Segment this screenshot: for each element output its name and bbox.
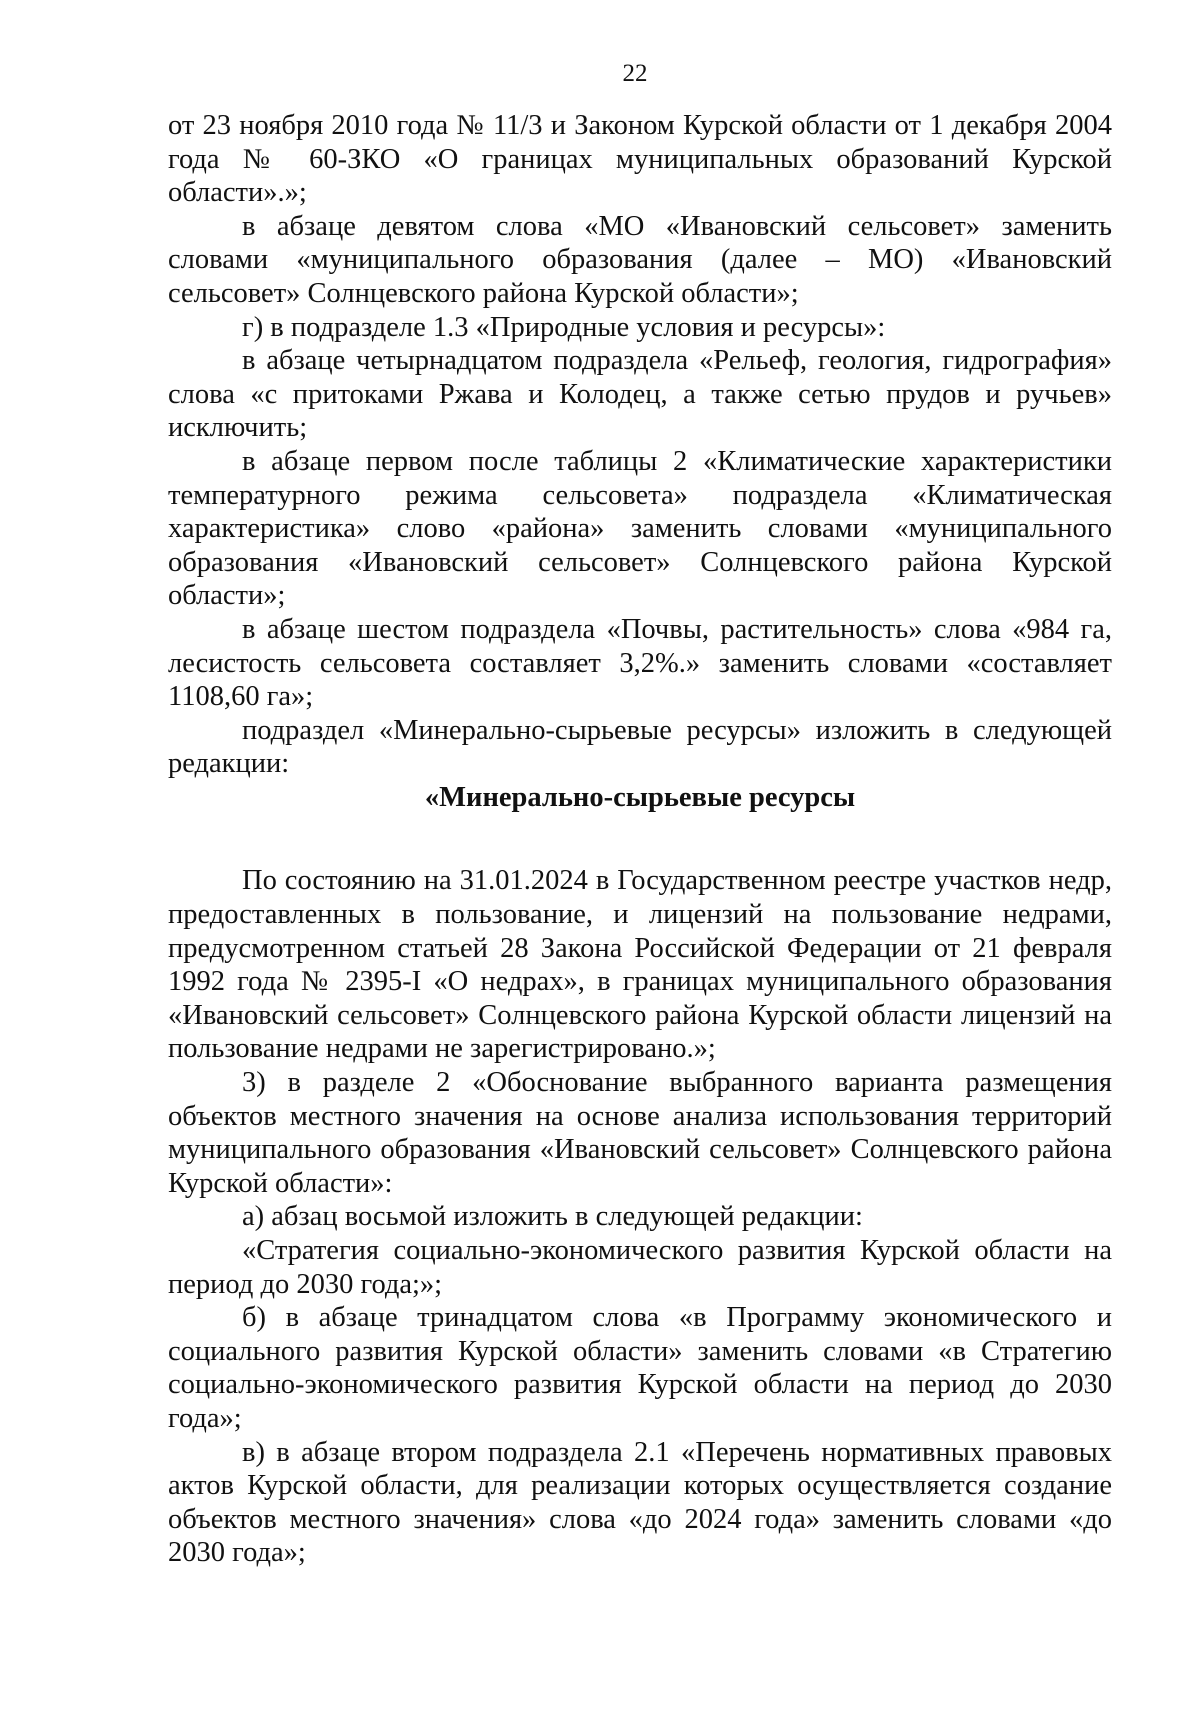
paragraph: г) в подразделе 1.3 «Природные условия и ресурсы»: — [242, 311, 886, 343]
section-heading: «Минерально-сырьевые ресурсы — [424, 781, 856, 813]
paragraph: а) абзац восьмой изложить в следующей редакции: — [242, 1201, 863, 1233]
paragraph: «Стратегия социально-экономического развития Курской области на период до 2030 года;»; — [168, 1235, 1112, 1300]
document-body — [168, 109, 1112, 1570]
paragraph: в абзаце первом после таблицы 2 «Климатические характеристики температурного режима сельсовета» подраздела «Климатическая характеристика» слово «района» заменить словами «муниципального образования «Ивановский сельсовет» Солнцевского района Курской области»; — [168, 445, 1112, 612]
paragraph: в абзаце шестом подраздела «Почвы, растительность» слова «984 га, лесистость сельсовета составляет 3,2%.» заменить словами «составляет 1108,60 га»; — [168, 613, 1112, 713]
paragraph: в абзаце девятом слова «МО «Ивановский сельсовет» заменить словами «муниципального образования (далее – МО) «Ивановский сельсовет» Солнцевского района Курской области»; — [168, 210, 1112, 309]
paragraph: подраздел «Минерально-сырьевые ресурсы» изложить в следующей редакции: — [168, 714, 1112, 780]
paragraph: в абзаце четырнадцатом подраздела «Рельеф, геология, гидрография» слова «с притоками Ржава и Колодец, а также сетью прудов и ручьев» исключить; — [168, 345, 1112, 444]
paragraph: По состоянию на 31.01.2024 в Государственном реестре участков недр, предоставленных в пользование, и лицензий на пользование недрами, предусмотренном статьей 28 Закона Российской Федерации от 21 февраля 1992 года № 2395-I «О недрах», в границах муниципального образования «Ивановский сельсовет» Солнцевского района Курской области лицензий на пользование недрами не зарегистрировано.»; — [168, 865, 1112, 1065]
paragraph: в) в абзаце втором подраздела 2.1 «Перечень нормативных правовых актов Курской области, для реализации которых осуществляется создание объектов местного значения» слова «до 2024 года» заменить словами «до 2030 года»; — [168, 1436, 1112, 1569]
heading-spacer — [168, 814, 1112, 864]
page-number: 22 — [622, 60, 648, 87]
paragraph: 3) в разделе 2 «Обоснование выбранного варианта размещения объектов местного значения на основе анализа использования территорий муниципального образования «Ивановский сельсовет» Солнцевского района Курской области»: — [168, 1067, 1112, 1199]
paragraph: б) в абзаце тринадцатом слова «в Программу экономического и социального развития Курской области» заменить словами «в Стратегию социально-экономического развития Курской области на период до 2030 года»; — [168, 1302, 1112, 1434]
paragraph: от 23 ноября 2010 года № 11/3 и Законом Курской области от 1 декабря 2004 года № 60-ЗКО «О границах муниципальных образований Курской области».»; — [168, 110, 1112, 209]
